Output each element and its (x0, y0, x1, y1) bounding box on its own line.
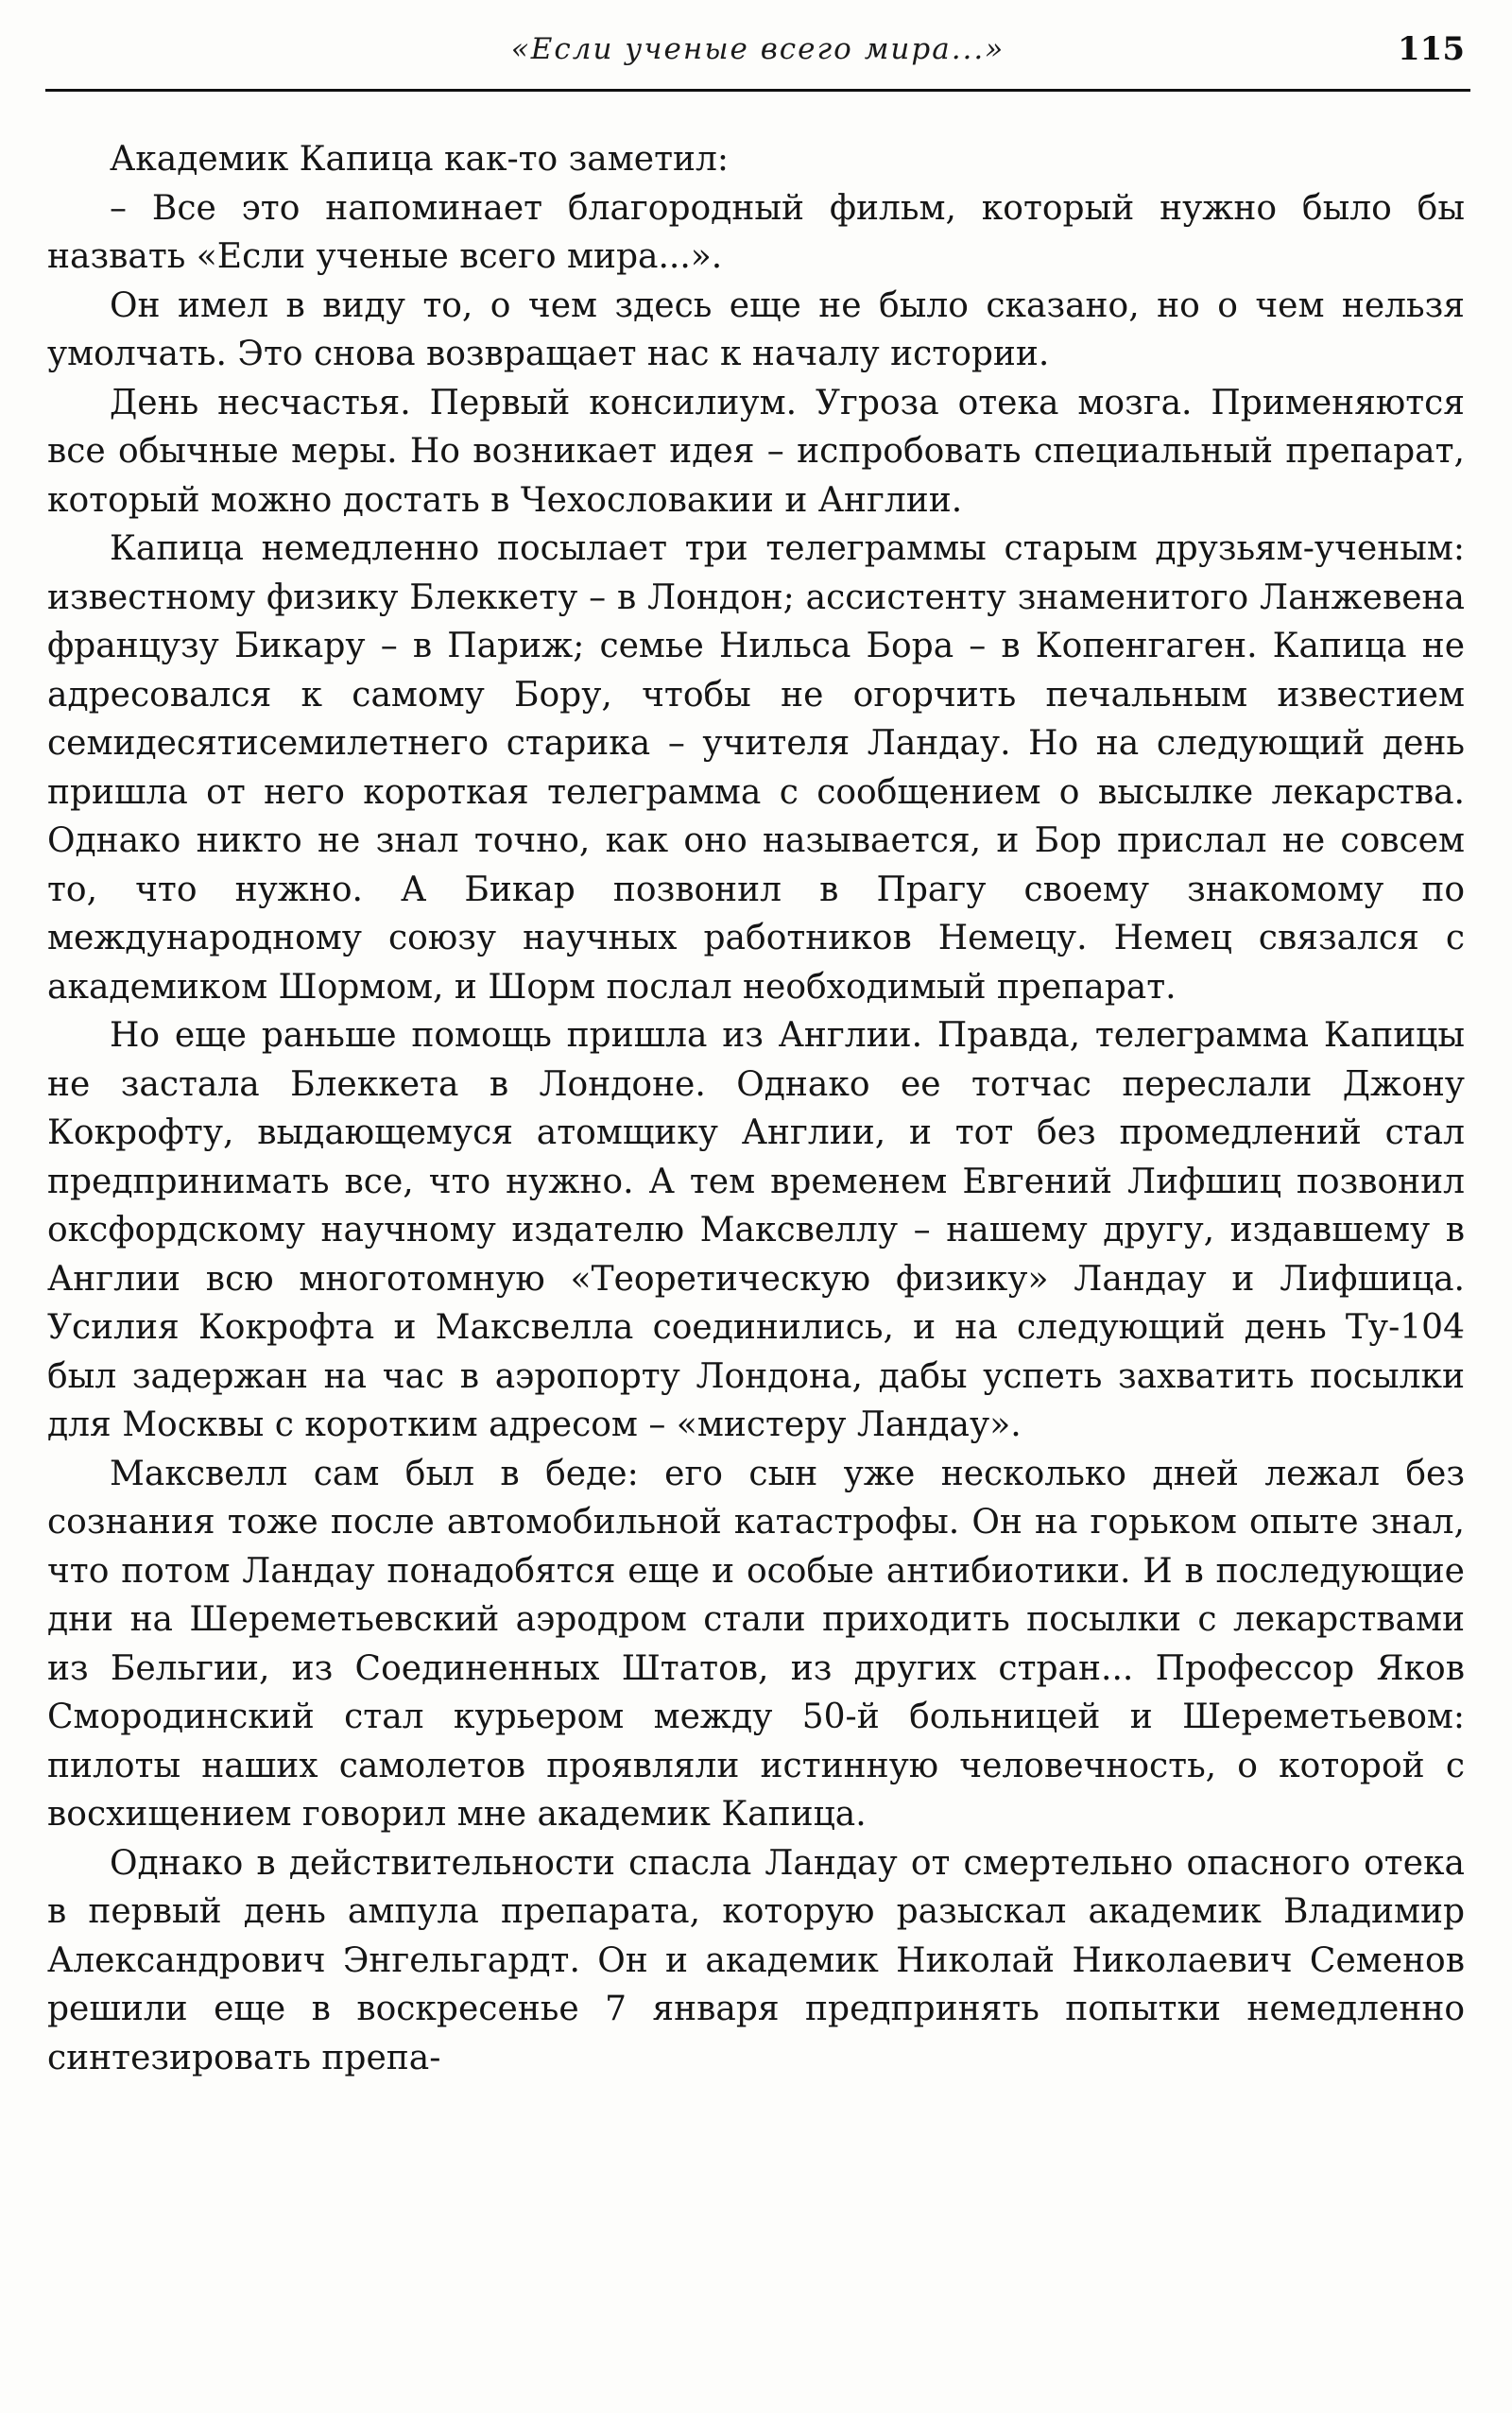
body-text (47, 135, 1465, 2082)
running-head (45, 28, 1470, 81)
paragraph: Академик Капица как-то заметил: (110, 140, 729, 179)
paragraph: День несчастья. Первый консилиум. Угроза отека мозга. Применяются все обычные меры. Но возникает идея – испробовать специальный препарат, который можно достать в Чехословакии и Англии. (47, 383, 1465, 520)
paragraph: Однако в действительности спасла Ландау от смертельно опасного отека в первый день ампула препарата, которую разыскал академик Владимир Александрович Энгельгардт. Он и академик Николай Николаевич Семенов решили еще в воскресенье 7 января предпринять попытки немедленно синтезировать препа- (47, 1843, 1465, 2077)
header-rule (45, 89, 1470, 92)
paragraph: – Все это напоминает благородный фильм, который нужно было бы назвать «Если ученые всего мира...». (47, 188, 1465, 276)
paragraph: Но еще раньше помощь пришла из Англии. Правда, телеграмма Капицы не застала Блеккета в Лондоне. Однако ее тотчас переслали Джону Кокрофту, выдающемуся атомщику Англии, и тот без промедлений стал предпринимать все, что нужно. А тем временем Евгений Лифшиц позвонил оксфордскому научному издателю Максвеллу – нашему другу, издавшему в Англии всю многотомную «Теоретическую физику» Ландау и Лифшица. Усилия Кокрофта и Максвелла соединились, и на следующий день Ту-104 был задержан на час в аэропорту Лондона, дабы успеть захватить посылки для Москвы с коротким адресом – «мистеру Ландау». (47, 1016, 1465, 1444)
paragraph: Он имел в виду то, о чем здесь еще не было сказано, но о чем нельзя умолчать. Это снова возвращает нас к началу истории. (47, 285, 1465, 373)
running-title: «Если ученые всего мира...» (510, 32, 1005, 66)
page-number: 115 (1398, 30, 1465, 68)
paragraph: Максвелл сам был в беде: его сын уже несколько дней лежал без сознания тоже после автомобильной катастрофы. Он на горьком опыте знал, что потом Ландау понадобятся еще и особые антибиотики. И в последующие дни на Шереметьевский аэродром стали приходить посылки с лекарствами из Бельгии, из Соединенных Штатов, из других стран... Профессор Яков Смородинский стал курьером между 50-й больницей и Шереметьевом: пилоты наших самолетов проявляли истинную человечность, о которой с восхищением говорил мне академик Капица. (47, 1454, 1465, 1834)
paragraph: Капица немедленно посылает три телеграммы старым друзьям-ученым: известному физику Блеккету – в Лондон; ассистенту знаменитого Ланжевена французу Бикару – в Париж; семье Нильса Бора – в Копенгаген. Капица не адресовался к самому Бору, чтобы не огорчить печальным известием семидесятисемилетнего старика – учителя Ландау. Но на следующий день пришла от него короткая телеграмма с сообщением о высылке лекарства. Однако никто не знал точно, как оно называется, и Бор прислал не совсем то, что нужно. А Бикар позвонил в Прагу своему знакомому по международному союзу научных работников Немецу. Немец связался с академиком Шормом, и Шорм послал необходимый препарат. (47, 529, 1465, 1007)
